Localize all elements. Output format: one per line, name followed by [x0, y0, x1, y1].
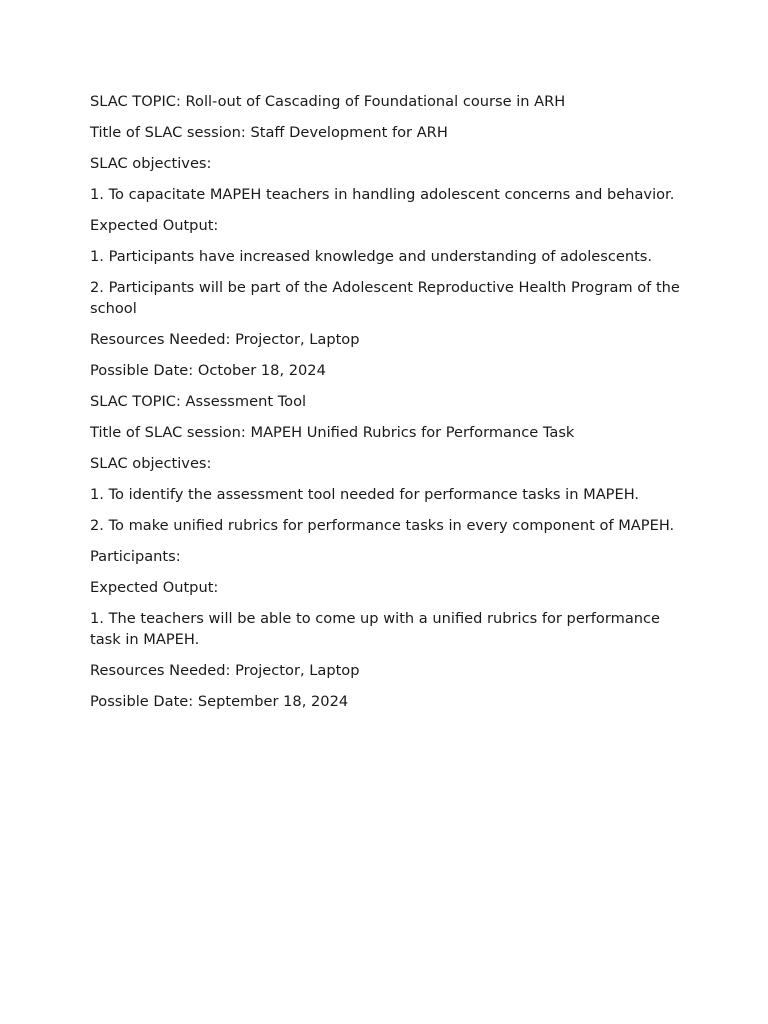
slac-topic-2: SLAC TOPIC: Assessment Tool	[90, 393, 307, 410]
resources-needed-2: Resources Needed: Projector, Laptop	[90, 662, 360, 679]
expected-output-heading-2: Expected Output:	[90, 579, 219, 596]
possible-date-1: Possible Date: October 18, 2024	[90, 362, 326, 379]
session-title-1: Title of SLAC session: Staff Development for ARH	[90, 124, 448, 141]
session-title-2: Title of SLAC session: MAPEH Unified Rubrics for Performance Task	[90, 424, 575, 441]
objectives-heading-1: SLAC objectives:	[90, 155, 212, 172]
objective-1-1: 1. To capacitate MAPEH teachers in handling adolescent concerns and behavior.	[90, 186, 675, 203]
document-body	[90, 91, 680, 722]
objective-2-2: 2. To make unified rubrics for performance tasks in every component of MAPEH.	[90, 517, 675, 534]
possible-date-2: Possible Date: September 18, 2024	[90, 693, 349, 710]
objectives-heading-2: SLAC objectives:	[90, 455, 212, 472]
slac-topic-1: SLAC TOPIC: Roll-out of Cascading of Foundational course in ARH	[90, 93, 566, 110]
expected-output-1-1: 1. Participants have increased knowledge and understanding of adolescents.	[90, 248, 653, 265]
participants-heading-2: Participants:	[90, 548, 181, 565]
expected-output-2-1: 1. The teachers will be able to come up with a unified rubrics for performance task in MAPEH.	[90, 610, 661, 648]
objective-2-1: 1. To identify the assessment tool needed for performance tasks in MAPEH.	[90, 486, 640, 503]
expected-output-1-2: 2. Participants will be part of the Adolescent Reproductive Health Program of the school	[90, 279, 680, 317]
resources-needed-1: Resources Needed: Projector, Laptop	[90, 331, 360, 348]
expected-output-heading-1: Expected Output:	[90, 217, 219, 234]
